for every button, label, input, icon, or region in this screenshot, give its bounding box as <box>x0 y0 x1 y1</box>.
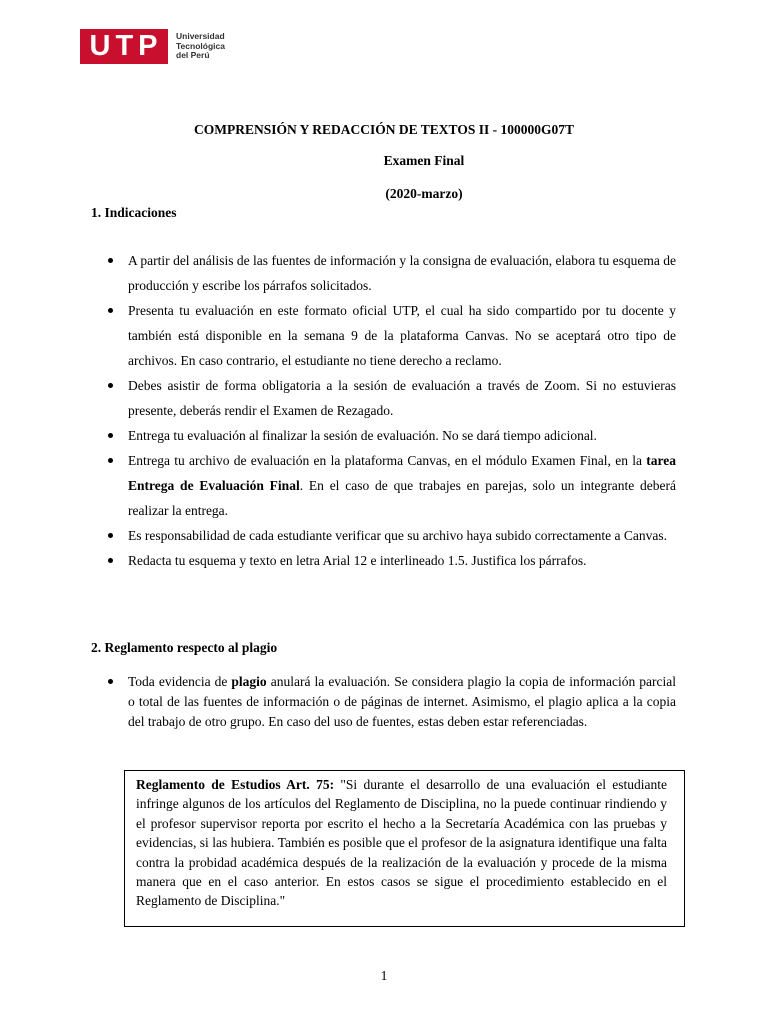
section-heading-plagio: 2. Reglamento respecto al plagio <box>91 640 278 655</box>
list-item-text: anulará la evaluación. Se considera plagio la copia de información parcial o total de las fuentes de información o de páginas de internet. Asimismo, el plagio aplica a la copia del trabajo de otro grupo. En caso del uso de fuentes, estas deben estar referenciadas. <box>128 674 676 729</box>
section-heading-indicaciones: 1. Indicaciones <box>91 205 177 220</box>
plagiarism-list <box>106 672 676 732</box>
list-item: Debes asistir de forma obligatoria a la sesión de evaluación a través de Zoom. Si no estuvieras presente, deberás rendir el Examen de Rezagado. <box>106 373 676 423</box>
regulation-paragraph <box>136 775 667 911</box>
list-item-text: Toda evidencia de <box>128 674 232 689</box>
exam-title: Examen Final <box>383 153 465 168</box>
regulation-label: Reglamento de Estudios Art. 75: <box>136 777 335 792</box>
list-item-text: . En el caso de que trabajes en parejas, solo un integrante deberá realizar la entrega. <box>128 478 676 518</box>
list-item: Entrega tu evaluación al finalizar la sesión de evaluación. No se dará tiempo adicional. <box>106 423 676 448</box>
indications-list <box>106 248 676 573</box>
utp-logo-text <box>176 32 225 61</box>
list-item: Redacta tu esquema y texto en letra Arial 12 e interlineado 1.5. Justifica los párrafos. <box>106 548 676 573</box>
logo-line: Tecnológica <box>176 40 225 51</box>
list-item: Es responsabilidad de cada estudiante verificar que su archivo haya subido correctamente a Canvas. <box>106 523 676 548</box>
list-item: Presenta tu evaluación en este formato oficial UTP, el cual ha sido compartido por tu docente y también está disponible en la semana 9 de la plataforma Canvas. No se aceptará otro tipo de archivos. En caso contrario, el estudiante no tiene derecho a reclamo. <box>106 298 676 373</box>
list-item <box>106 448 676 523</box>
course-title: COMPRENSIÓN Y REDACCIÓN DE TEXTOS II - 100000G07T <box>194 122 574 137</box>
page-number: 1 <box>380 968 388 983</box>
list-item: A partir del análisis de las fuentes de información y la consigna de evaluación, elabora tu esquema de producción y escribe los párrafos solicitados. <box>106 248 676 298</box>
list-item-bold: tarea Entrega de Evaluación Final <box>128 453 676 493</box>
regulation-text: "Si durante el desarrollo de una evaluación el estudiante infringe algunos de los artículos del Reglamento de Disciplina, no la puede continuar rindiendo y el profesor supervisor reporta por escrito el hecho a la Secretaría Académica con las pruebas y evidencias, si las hubiera. También es posible que el profesor de la asignatura identifique una falta contra la probidad académica después de la realización de la evaluación y procede de la misma manera que en el caso anterior. En estos casos se sigue el procedimiento establecido en el Reglamento de Disciplina." <box>136 777 667 909</box>
regulation-box <box>124 770 685 927</box>
utp-logo <box>80 29 225 64</box>
list-item-bold: plagio <box>231 674 267 689</box>
logo-line: Universidad <box>176 31 225 42</box>
exam-date: (2020-marzo) <box>385 186 463 201</box>
list-item <box>106 672 676 732</box>
list-item-text: Entrega tu archivo de evaluación en la plataforma Canvas, en el módulo Examen Final, en la <box>128 453 647 468</box>
utp-logo-mark: UTP <box>80 29 168 64</box>
logo-line: del Perú <box>176 50 210 61</box>
